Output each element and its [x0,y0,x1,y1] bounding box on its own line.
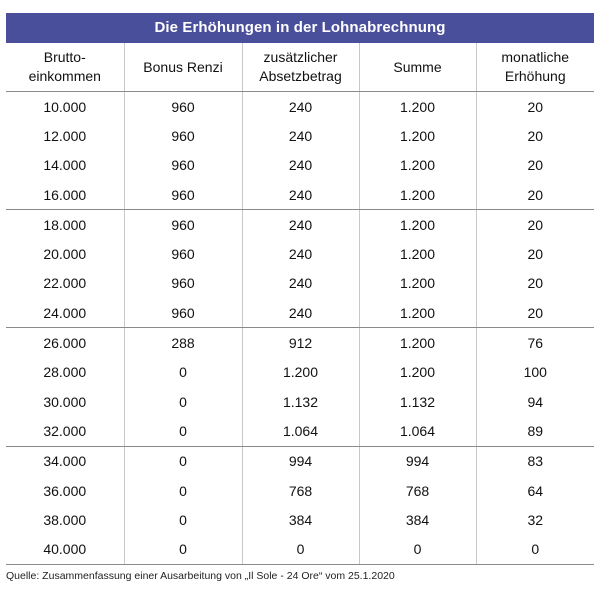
header-monatliche-erhoehung: monatliche Erhöhung [476,43,594,92]
cell-bonus-renzi: 0 [124,387,242,416]
cell-summe: 1.200 [359,358,476,387]
cell-bonus-renzi: 960 [124,151,242,180]
table-row [6,387,594,416]
cell-bruttoeinkommen: 20.000 [43,246,87,263]
cell-absetzbetrag: 240 [242,151,359,180]
table-container [6,13,594,565]
cell-bruttoeinkommen: 30.000 [43,393,87,410]
cell-absetzbetrag: 994 [242,446,359,476]
cell-monatliche-erhoehung: 20 [476,239,594,268]
table-row [6,358,594,387]
table-row [6,121,594,150]
cell-absetzbetrag: 240 [242,180,359,210]
table-row [6,534,594,564]
cell-monatliche-erhoehung: 20 [476,210,594,240]
cell-summe: 1.200 [359,328,476,358]
source-note: Quelle: Zusammenfassung einer Ausarbeitung von „Il Sole - 24 Ore“ vom 25.1.2020 [6,570,395,582]
cell-bruttoeinkommen: 36.000 [43,482,87,499]
cell-summe: 1.200 [359,210,476,240]
table-row [6,446,594,476]
cell-bruttoeinkommen: 34.000 [43,453,87,470]
cell-monatliche-erhoehung: 20 [476,180,594,210]
cell-monatliche-erhoehung: 100 [476,358,594,387]
cell-bonus-renzi: 288 [124,328,242,358]
header-row [6,43,594,92]
cell-bruttoeinkommen: 28.000 [43,364,87,381]
cell-monatliche-erhoehung: 94 [476,387,594,416]
cell-monatliche-erhoehung: 20 [476,121,594,150]
cell-bonus-renzi: 960 [124,210,242,240]
cell-bonus-renzi: 960 [124,92,242,122]
cell-bonus-renzi: 0 [124,446,242,476]
table-title: Die Erhöhungen in der Lohnabrechnung [6,13,594,43]
cell-monatliche-erhoehung: 20 [476,92,594,122]
cell-monatliche-erhoehung: 20 [476,298,594,328]
cell-absetzbetrag: 240 [242,121,359,150]
header-summe: Summe [359,43,476,92]
table-row [6,298,594,328]
cell-bonus-renzi: 0 [124,358,242,387]
cell-summe: 768 [359,476,476,505]
cell-summe: 1.200 [359,121,476,150]
data-table [6,43,594,565]
cell-bonus-renzi: 0 [124,534,242,564]
cell-bonus-renzi: 0 [124,416,242,446]
cell-summe: 1.200 [359,180,476,210]
table-body [6,92,594,565]
cell-summe: 1.132 [359,387,476,416]
cell-bruttoeinkommen: 22.000 [43,275,87,292]
table-row [6,416,594,446]
cell-absetzbetrag: 240 [242,92,359,122]
cell-summe: 1.200 [359,92,476,122]
table-row [6,210,594,240]
cell-absetzbetrag: 240 [242,298,359,328]
cell-summe: 384 [359,505,476,534]
table-row [6,269,594,298]
cell-bonus-renzi: 960 [124,298,242,328]
cell-bonus-renzi: 960 [124,239,242,268]
cell-bonus-renzi: 0 [124,476,242,505]
cell-monatliche-erhoehung: 0 [476,534,594,564]
cell-bruttoeinkommen: 16.000 [6,180,124,210]
cell-monatliche-erhoehung: 20 [476,269,594,298]
cell-summe: 1.200 [359,151,476,180]
table-row [6,505,594,534]
cell-monatliche-erhoehung: 20 [476,151,594,180]
table-row [6,180,594,210]
cell-absetzbetrag: 1.132 [242,387,359,416]
cell-bonus-renzi: 0 [124,505,242,534]
cell-bruttoeinkommen: 14.000 [43,157,87,174]
cell-summe: 1.200 [359,239,476,268]
cell-summe: 994 [359,446,476,476]
cell-bruttoeinkommen: 38.000 [43,511,87,528]
cell-bonus-renzi: 960 [124,269,242,298]
header-bonus-renzi: Bonus Renzi [124,43,242,92]
cell-bonus-renzi: 960 [124,121,242,150]
cell-bruttoeinkommen: 32.000 [6,416,124,446]
cell-absetzbetrag: 384 [242,505,359,534]
cell-bruttoeinkommen: 24.000 [6,298,124,328]
table-row [6,92,594,122]
table-row [6,328,594,358]
table-row [6,239,594,268]
cell-absetzbetrag: 240 [242,239,359,268]
cell-bruttoeinkommen: 40.000 [6,534,124,564]
cell-bruttoeinkommen: 10.000 [43,98,87,115]
cell-summe: 1.200 [359,269,476,298]
cell-absetzbetrag: 0 [242,534,359,564]
table-row [6,151,594,180]
cell-absetzbetrag: 1.064 [242,416,359,446]
cell-summe: 1.064 [359,416,476,446]
cell-monatliche-erhoehung: 89 [476,416,594,446]
cell-bruttoeinkommen: 26.000 [43,335,87,352]
cell-absetzbetrag: 240 [242,269,359,298]
header-bruttoeinkommen: Brutto- einkommen [6,43,124,92]
cell-absetzbetrag: 768 [242,476,359,505]
cell-absetzbetrag: 240 [242,210,359,240]
cell-summe: 1.200 [359,298,476,328]
cell-absetzbetrag: 1.200 [242,358,359,387]
cell-bonus-renzi: 960 [124,180,242,210]
cell-summe: 0 [359,534,476,564]
cell-monatliche-erhoehung: 64 [476,476,594,505]
cell-monatliche-erhoehung: 32 [476,505,594,534]
cell-monatliche-erhoehung: 76 [476,328,594,358]
cell-absetzbetrag: 912 [242,328,359,358]
header-zusaetzlicher-absetzbetrag: zusätzlicher Absetzbetrag [242,43,359,92]
cell-bruttoeinkommen: 18.000 [43,216,87,233]
cell-monatliche-erhoehung: 83 [476,446,594,476]
cell-bruttoeinkommen: 12.000 [43,127,87,144]
table-row [6,476,594,505]
